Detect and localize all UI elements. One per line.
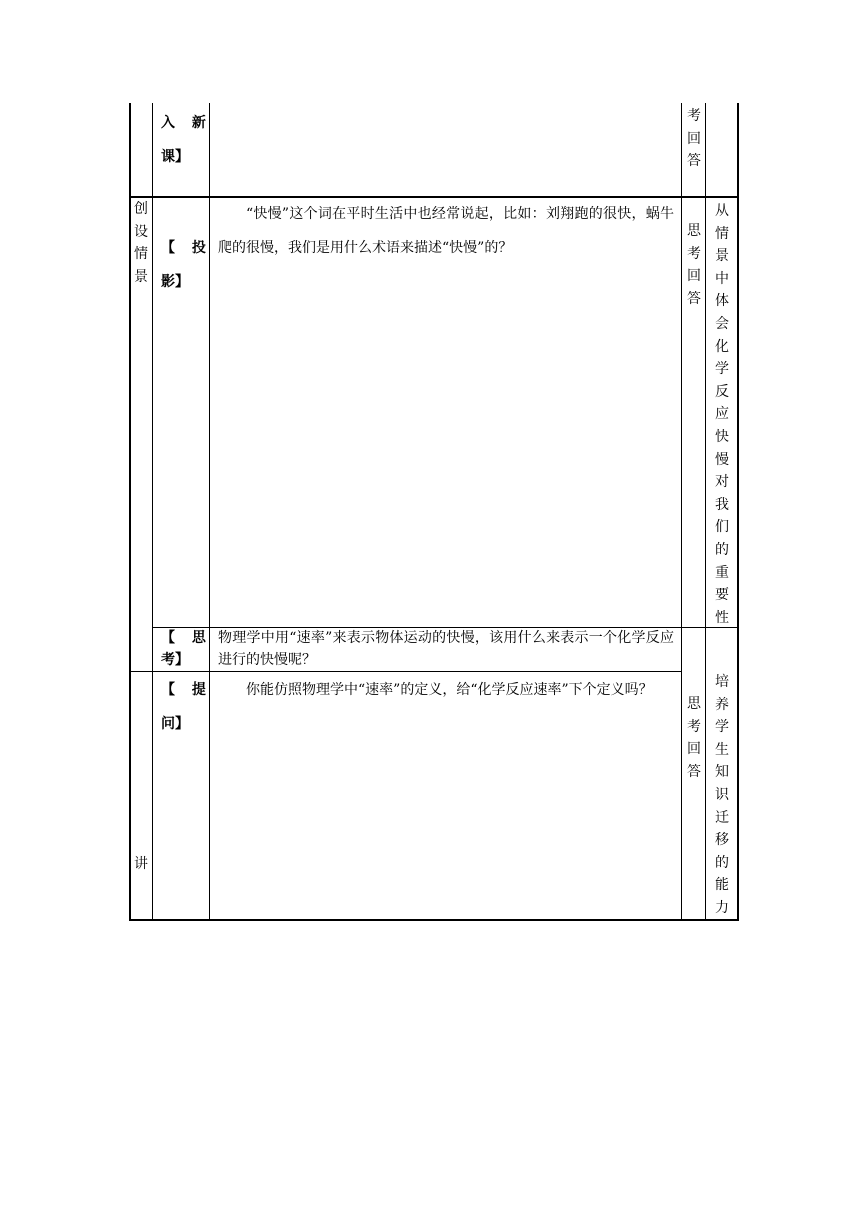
scenario-purpose	[709, 200, 735, 629]
table-divider-col4	[705, 103, 706, 921]
question-label-line1: 【 提	[161, 682, 206, 698]
scenario-label-line1: 【 投	[161, 240, 206, 256]
question-stage-text: 讲	[134, 856, 148, 872]
intro-student-text: 考回答	[687, 108, 701, 169]
scenario-content: “快慢”这个词在平时生活中也经常说起，比如：刘翔跑的很快，蜗牛爬的很慢，我们是用什么术语来描述“快慢”的？	[218, 206, 674, 256]
question-label-line2: 问】	[161, 716, 189, 732]
scenario-purpose-text: 从情景中体会化学反应快慢对我们的重要性	[715, 203, 729, 626]
question-purpose-text: 培养学生知识迁移的能力	[715, 674, 729, 916]
table-divider-col3	[681, 103, 682, 921]
scenario-student-activity	[683, 220, 705, 310]
intro-label-line1: 入 新	[161, 115, 206, 131]
table-divider-col2	[209, 103, 210, 921]
table-divider-col1	[152, 103, 153, 921]
row-divider-3	[129, 671, 682, 672]
think-label-line1: 【 思	[161, 630, 206, 646]
think-label	[161, 627, 207, 671]
think-label-line2: 考】	[161, 652, 189, 668]
table-border-bottom	[129, 919, 739, 921]
scenario-label-line2: 影】	[161, 274, 189, 290]
question-stage	[130, 853, 152, 876]
scenario-stage-text: 创设情景	[134, 201, 148, 285]
intro-label	[161, 106, 207, 174]
intro-label-line2: 课】	[161, 149, 189, 165]
question-label	[161, 673, 207, 741]
question-content: 你能仿照物理学中“速率”的定义，给“化学反应速率”下个定义吗？	[246, 682, 653, 698]
question-student-activity	[683, 693, 705, 783]
table-border-right	[737, 103, 739, 921]
question-purpose	[709, 671, 735, 920]
intro-student-activity	[683, 105, 705, 173]
question-student-text: 思考回答	[687, 696, 701, 780]
scenario-label	[161, 231, 207, 299]
scenario-stage	[130, 198, 152, 288]
scenario-student-text: 思考回答	[687, 223, 701, 307]
think-content: 物理学中用“速率”来表示物体运动的快慢，该用什么来表示一个化学反应进行的快慢呢？	[218, 630, 674, 668]
